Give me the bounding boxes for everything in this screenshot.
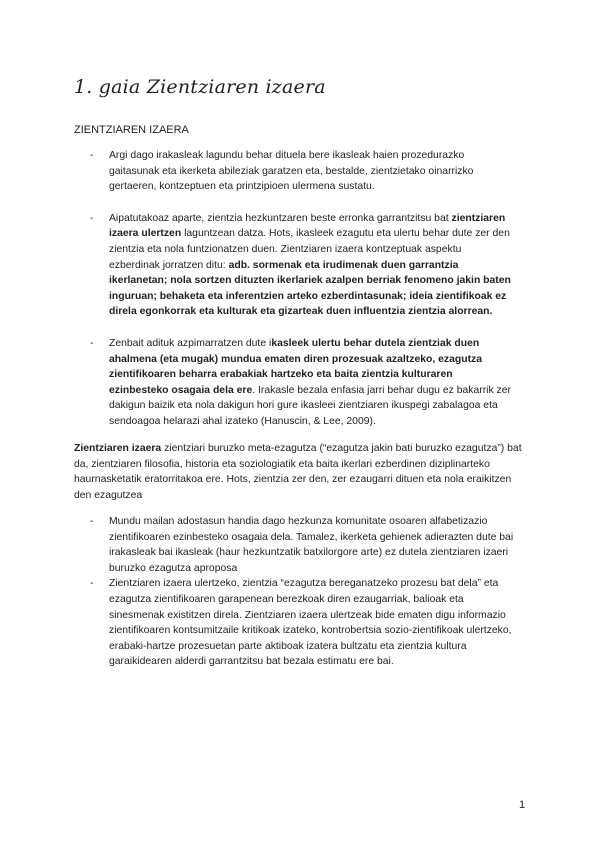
bold-text: kasleek ulertu behar dutela zientziak duen ahalmena (eta mugak) mundua ematen diren prozesuak azaltzeko, ezagutza zientifikoaren beharra erabakiak hartzeko eta baita zientzia kulturaren ezinbesteko osagaia dela ere — [109, 337, 483, 396]
bullet-dash: - — [90, 212, 94, 224]
bold-text: adb. sormenak eta irudimenak duen garrantzia ikerlanetan; nola sortzen dituzten ikerlariek azalpen berriak fenomeno jakin baten inguruan; behaketa eta inferentzien arteko ezberdintasunak; ideia zientifikoak ez direla egonkorrak eta kulturak eta gizarteak duen influentzia zientzia alorrean. — [109, 259, 511, 318]
list-item — [74, 336, 514, 430]
bullet-list-intro — [74, 148, 514, 446]
list-item-text: Mundu mailan adostasun handia dago hezkunza komunitate osoaren alfabetizazio zientifikoaren ezinbesteko osagaia dela. Tamalez, ikerketa gehienek adierazten dute bai irakasleak bai ikasleak (haur hezkuntzatik batxilorgore arte) ez dutela zientziaren izaeri buruzko ezagutza aproposa — [109, 516, 514, 574]
list-item-text: laguntzean datza. Hots, ikasleek ezagutu eta ulertu behar dute zer den zientzia eta nola funtzionatzen duen. Zientziaren izaera kontzeptuak aspektu ezberdinak jorratzen ditu: — [109, 228, 510, 271]
list-item-text: Zientziaren izaera ulertzeko, zientzia “ezagutza bereganatzeko prozesu bat dela” eta ezagutza zientifikoaren garapenean berezkoak diren ezaugarriak, balioak eta sinesmenak existitzen direla. Zientziaren izaera ulertzeak bide ematen digu informazio zientifikoaren kontsumitzaile kritikoak izateko, kontrobertsia sozio-zientifikoak ulertzeko, erabaki-hartze prozesuetan parte aktiboak izatera bultzatu eta zientzia kultura garaikidearen alderdi garrantzitsu bat bezala estimatu ere bai. — [109, 578, 512, 668]
bullet-dash: - — [90, 337, 94, 349]
list-item-text: . Irakasle bezala enfasia jarri behar dugu ez bakarrik zer dakigun baizik eta nola dakigun hori gure ikasleei zientziaren ikuspegi zabalagoa eta sendoagoa helarazi ahal izateko (Hanuscin, & Lee, 2009). — [109, 384, 511, 427]
bullet-list-details — [74, 514, 514, 670]
bullet-dash: - — [90, 150, 94, 161]
page-title: 1. gaia Zientziaren izaera — [74, 76, 326, 98]
definition-text: zientziari buruzko meta-ezagutza (“ezagutza jakin bati buruzko ezagutza”) bat da, zientziaren filosofia, historia eta soziologiatik eta baita ikerlari ezberdinen diziplinarteko haurnasketatik eratorritakoa ere. Hots, zientzia zer den, zer ezaugarri dituen eta nola eraikitzen den ezagutzea — [74, 443, 522, 501]
list-item-text: Aipatutakoaz aparte, zientzia hezkuntzaren beste erronka garrantzitsu bat — [109, 212, 452, 224]
list-item-text: Argi dago irakasleak lagundu behar dituela bere ikasleak haien prozedurazko gaitasunak eta ikerketa abileziak garatzen eta, bestalde, zientzietako oinarrizko gertaeren, kontzeptuen eta printzipioen ulermena sustatu. — [109, 150, 474, 193]
list-item — [74, 576, 514, 670]
list-item — [74, 148, 514, 195]
list-item — [74, 514, 514, 576]
page-number: 1 — [519, 799, 526, 811]
bullet-dash: - — [90, 516, 94, 527]
defined-term: Zientziaren izaera — [74, 443, 162, 454]
list-item-text: Zenbait adituk azpimarratzen dute i — [109, 337, 272, 349]
bullet-dash: - — [90, 578, 94, 590]
section-heading: ZIENTZIAREN IZAERA — [74, 124, 189, 136]
bold-text: zientziaren izaera ulertzen — [109, 212, 506, 240]
list-item — [74, 211, 514, 320]
definition-paragraph — [74, 441, 529, 503]
